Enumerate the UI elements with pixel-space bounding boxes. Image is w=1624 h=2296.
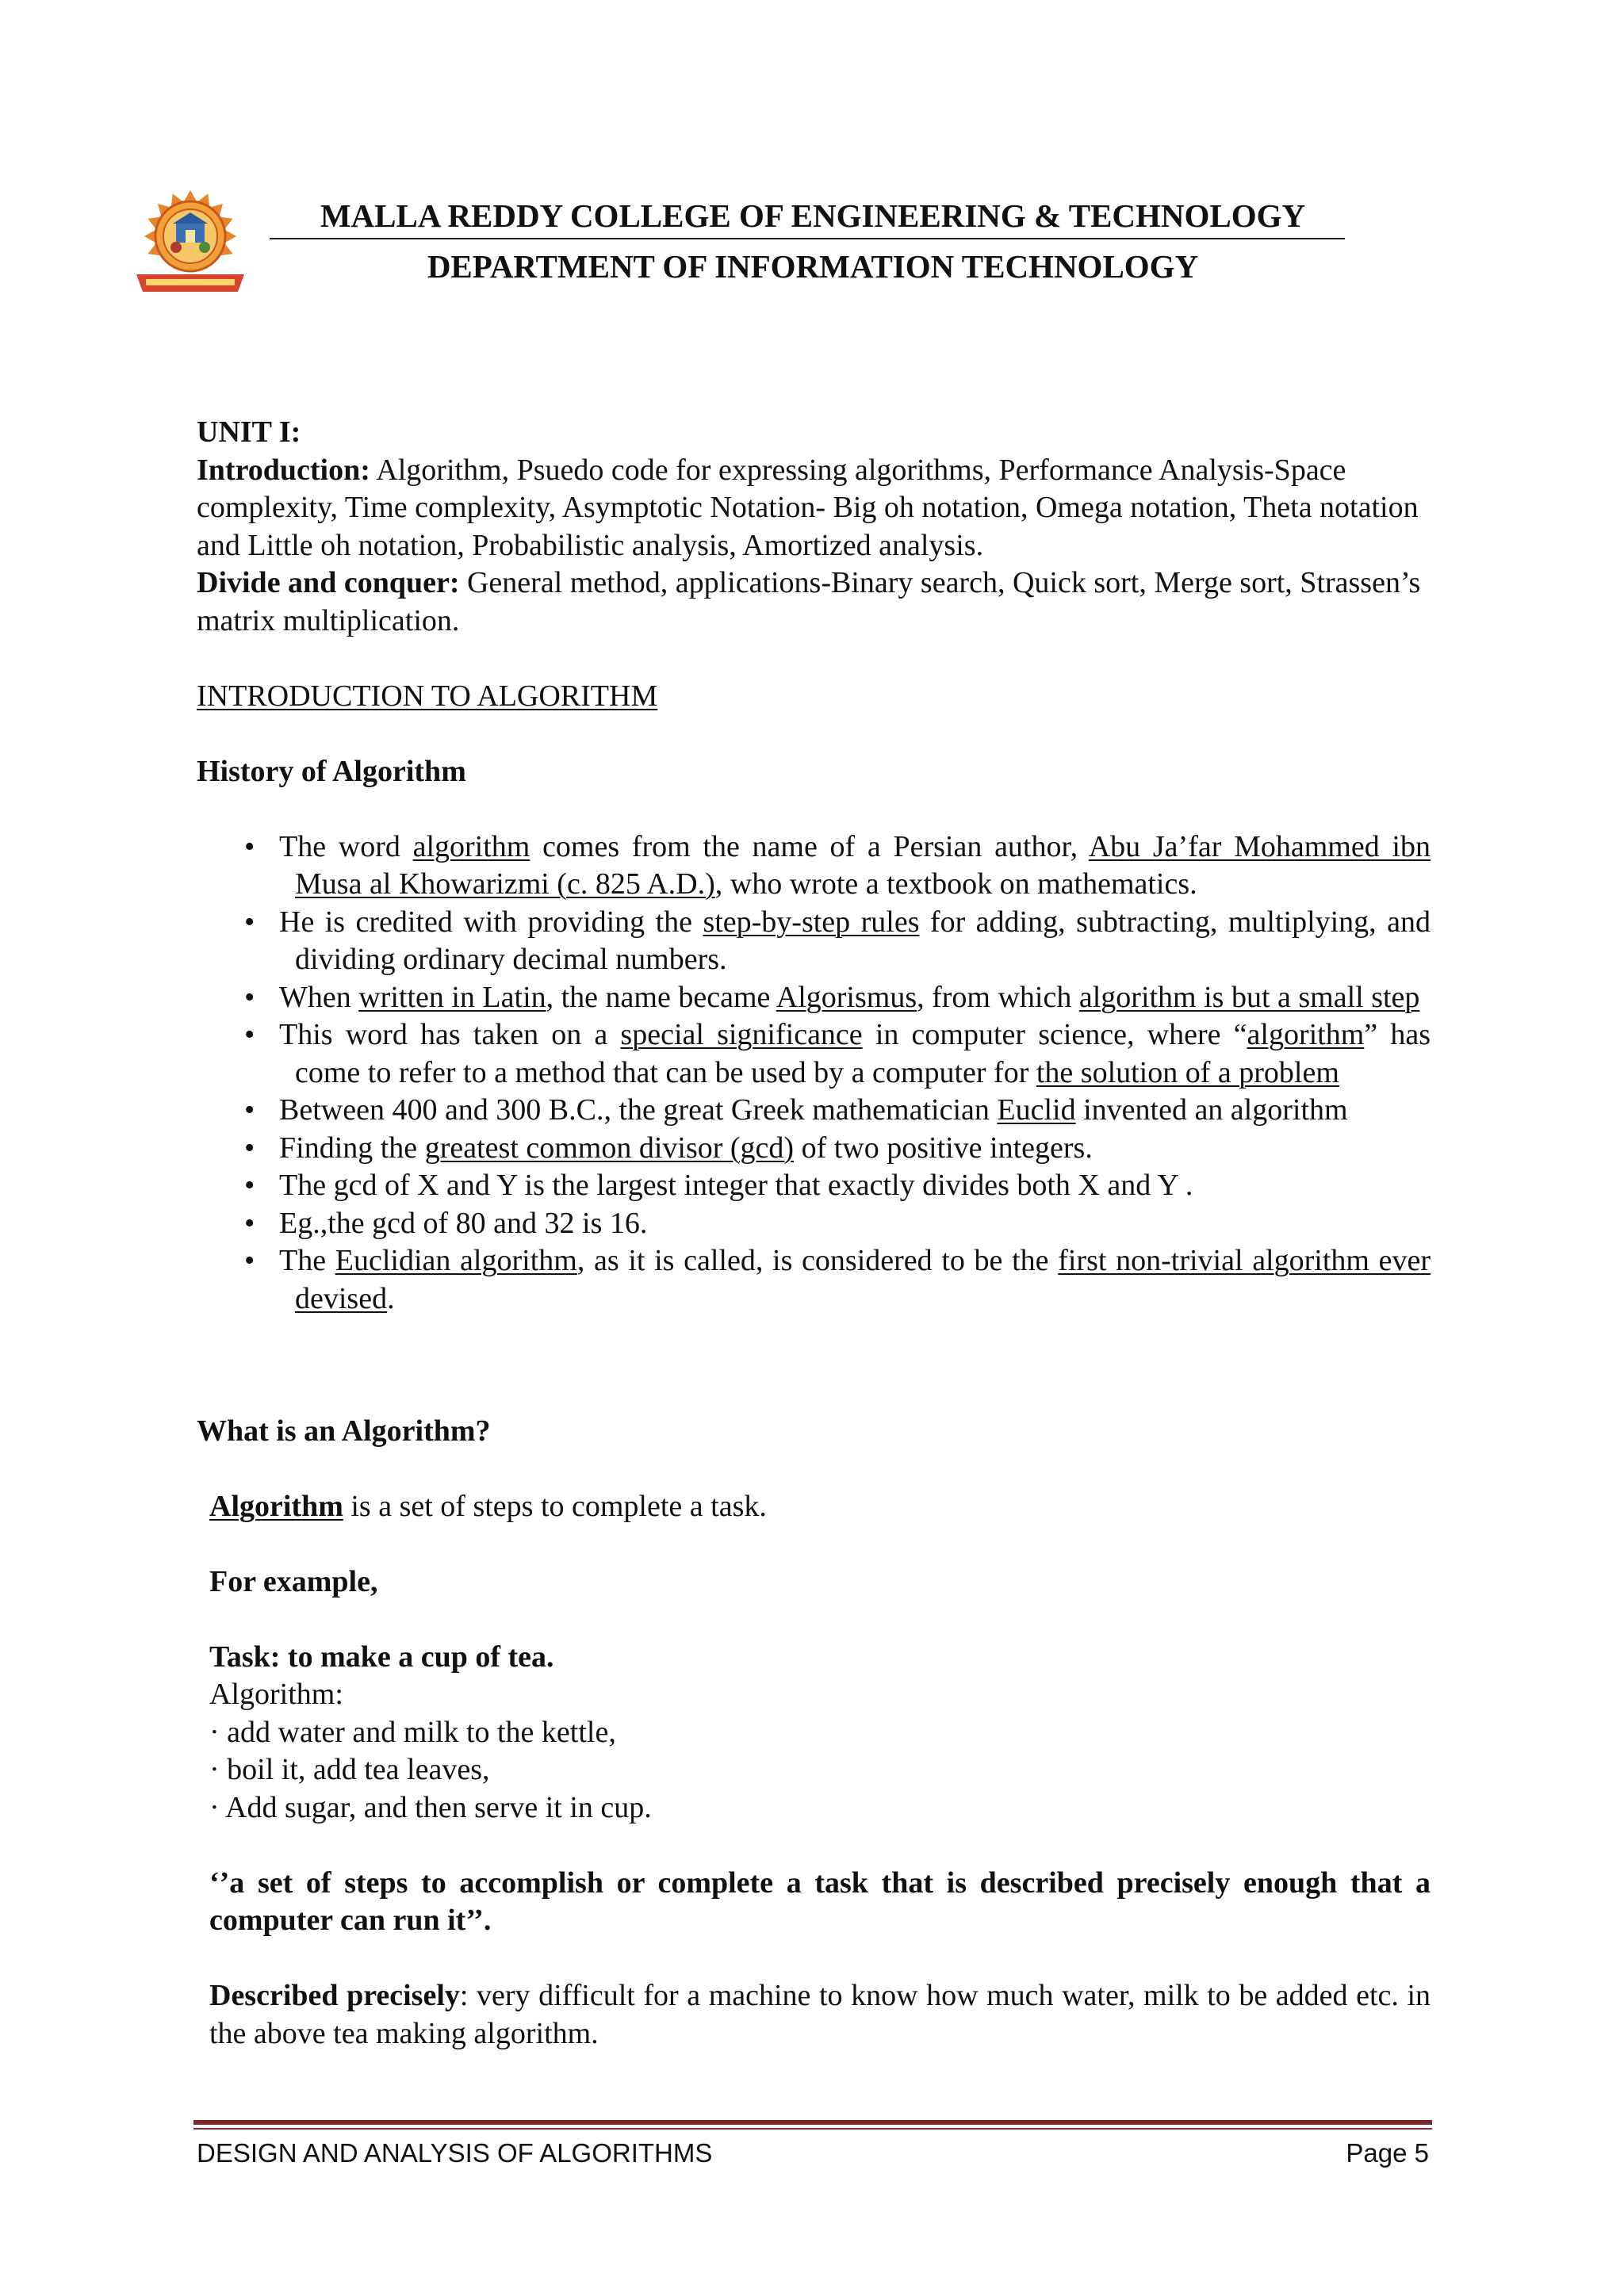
- definition-quote: ‘’a set of steps to accomplish or complete a task that is described precisely enough that a computer can run it’’.: [209, 1866, 1431, 1937]
- intro-text: Algorithm, Psuedo code for expressing algorithms, Performance Analysis-Space complexity, Time complexity, Asymptotic Notation- Big oh notation, Omega notation, Theta notation and Little oh notation, Probabilistic analysis, Amortized analysis.: [197, 453, 1419, 562]
- header-rule: [270, 238, 1345, 239]
- college-emblem-icon: [127, 187, 254, 298]
- list-item: • Between 400 and 300 B.C., the great Greek mathematician Euclid invented an algorithm: [244, 1093, 1348, 1127]
- list-item: • This word has taken on a special significance in computer science, where “algorithm” has come to refer to a method that can be used by a computer for the solution of a problem: [244, 1018, 1431, 1089]
- college-name: MALLA REDDY COLLEGE OF ENGINEERING & TECHNOLOGY: [320, 197, 1306, 234]
- what-heading: What is an Algorithm?: [197, 1414, 491, 1448]
- footer-rule-thin: [193, 2128, 1432, 2130]
- dc-text: General method, applications-Binary search, Quick sort, Merge sort, Strassen’s matrix multiplication.: [197, 566, 1421, 637]
- list-item: • The gcd of X and Y is the largest integer that exactly divides both X and Y .: [244, 1169, 1193, 1202]
- precise-text: : very difficult for a machine to know how much water, milk to be added etc. in the above tea making algorithm.: [209, 1979, 1431, 2050]
- algorithm-label: Algorithm:: [209, 1678, 343, 1711]
- unit-divide-conquer: [197, 564, 1431, 640]
- section-heading: INTRODUCTION TO ALGORITHM: [197, 679, 658, 713]
- intro-label: Introduction:: [197, 453, 370, 487]
- dc-label: Divide and conquer:: [197, 566, 460, 599]
- list-item: • Finding the greatest common divisor (gcd) of two positive integers.: [244, 1131, 1093, 1165]
- page-number: Page 5: [1346, 2138, 1429, 2168]
- definition-text: is a set of steps to complete a task.: [343, 1489, 767, 1523]
- history-heading: History of Algorithm: [197, 754, 466, 788]
- footer-rule: [193, 2120, 1432, 2125]
- list-item: • The Euclidian algorithm, as it is called, is considered to be the first non-trivial algorithm ever devised.: [244, 1244, 1431, 1315]
- list-item: • He is credited with providing the step-by-step rules for adding, subtracting, multiplying, and dividing ordinary decimal numbers.: [244, 905, 1431, 976]
- precise-label: Described precisely: [209, 1979, 460, 2012]
- footer-title: DESIGN AND ANALYSIS OF ALGORITHMS: [197, 2138, 713, 2168]
- step-item: · add water and milk to the kettle,: [209, 1715, 616, 1749]
- unit-title: UNIT I:: [197, 415, 301, 449]
- unit-introduction: [197, 452, 1431, 565]
- definition: [209, 1488, 1431, 1526]
- department-name: DEPARTMENT OF INFORMATION TECHNOLOGY: [427, 248, 1199, 285]
- main-content: [197, 414, 1431, 2053]
- step-item: · Add sugar, and then serve it in cup.: [209, 1790, 652, 1824]
- task-line: Task: to make a cup of tea.: [209, 1640, 554, 1674]
- list-item: • The word algorithm comes from the name of a Persian author, Abu Ja’far Mohammed ibn Musa al Khowarizmi (c. 825 A.D.), who wrote a textbook on mathematics.: [244, 829, 1431, 901]
- list-item: • When written in Latin, the name became Algorismus, from which algorithm is but a small step: [244, 980, 1420, 1014]
- step-item: · boil it, add tea leaves,: [209, 1753, 490, 1786]
- definition-block: [197, 1488, 1431, 2053]
- described-precisely: [209, 1977, 1431, 2053]
- list-item: • Eg.,the gcd of 80 and 32 is 16.: [244, 1206, 648, 1240]
- definition-term: Algorithm: [209, 1489, 343, 1523]
- history-bullet-list: [197, 828, 1431, 1318]
- example-label: For example,: [209, 1564, 378, 1598]
